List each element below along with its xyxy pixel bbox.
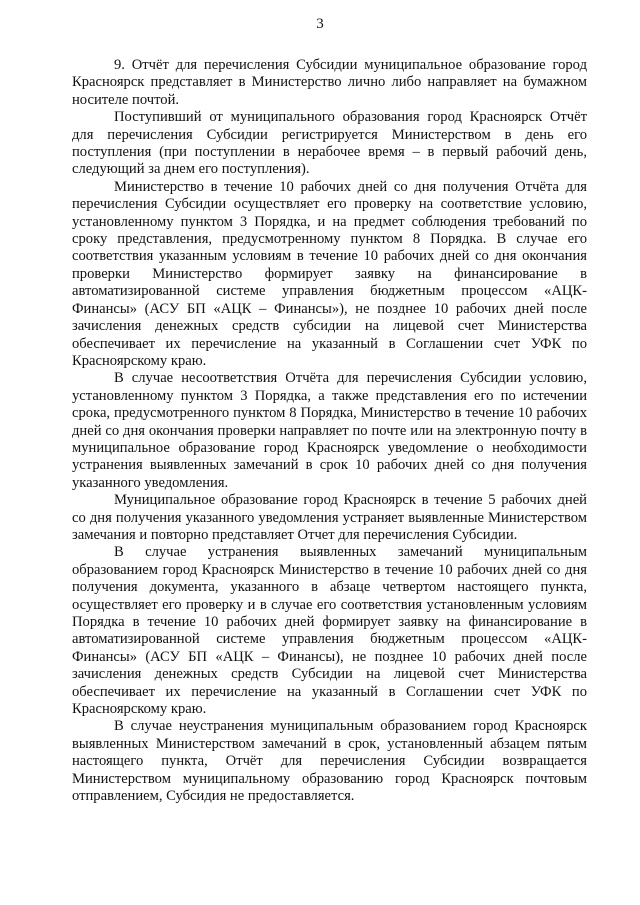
paragraph-report-submission: 9. Отчёт для перечисления Субсидии муниципальное образование город Красноярск представляет в Министерство лично либо направляет на бумажном носителе почтой.	[72, 57, 587, 108]
paragraph-remarks-correction: Муниципальное образование город Красноярск в течение 5 рабочих дней со дня получения указанного уведомления устраняет выявленные Министерством замечания и повторно представляет Отчет для перечисления Субсидии.	[72, 492, 587, 543]
paragraph-report-return: В случае неустранения муниципальным образованием город Красноярск выявленных Министерством замечаний в срок, установленный абзацем пятым настоящего пункта, Отчёт для перечисления Субсидии возвращается Министерством муниципальному образованию город Красноярск почтовым отправлением, Субсидия не предоставляется.	[72, 718, 587, 805]
page-number: 3	[316, 16, 324, 32]
paragraph-report-registration: Поступивший от муниципального образования город Красноярск Отчёт для перечисления Субсидии регистрируется Министерством в день его поступления (при поступлении в нерабочее время – в первый рабочий день, следующий за днем его поступления).	[72, 109, 587, 178]
document-body	[72, 57, 587, 805]
paragraph-ministry-verification: Министерство в течение 10 рабочих дней со дня получения Отчёта для перечисления Субсидии осуществляет его проверку на соответствие условию, установленному пунктом 3 Порядка, и на предмет соблюдения требований по сроку представления, предусмотренному пунктом 8 Порядка. В случае его соответствия указанным условиям в течение 10 рабочих дней со дня окончания проверки Министерство формирует заявку на финансирование в автоматизированной системе управления бюджетным процессом «АЦК-Финансы» (АСУ БП «АЦК – Финансы»), не позднее 10 рабочих дней после зачисления денежных средств субсидии на лицевой счет Министерства обеспечивает их перечисление на указанный в Соглашении счет УФК по Красноярскому краю.	[72, 178, 587, 369]
paragraph-after-correction: В случае устранения выявленных замечаний муниципальным образованием город Красноярск Министерство в течение 10 рабочих дней со дня получения документа, указанного в абзаце четвертом настоящего пункта, осуществляет его проверку и в случае его соответствия установленным условиям Порядка в течение 10 рабочих дней формирует заявку на финансирование в автоматизированной системе управления бюджетным процессом «АЦК-Финансы» (АСУ БП «АЦК – Финансы), не позднее 10 рабочих дней после зачисления денежных средств Субсидии на лицевой счет Министерства обеспечивает их перечисление на указанный в Соглашении счет УФК по Красноярскому краю.	[72, 544, 587, 718]
paragraph-noncompliance-notice: В случае несоответствия Отчёта для перечисления Субсидии условию, установленному пунктом 3 Порядка, а также представления его по истечении срока, предусмотренного пунктом 8 Порядка, Министерство в течение 10 рабочих дней со дня окончания проверки направляет по почте или на электронную почту в муниципальное образование город Красноярск уведомление о необходимости устранения выявленных замечаний в срок 10 рабочих дней со дня получения указанного уведомления.	[72, 370, 587, 491]
